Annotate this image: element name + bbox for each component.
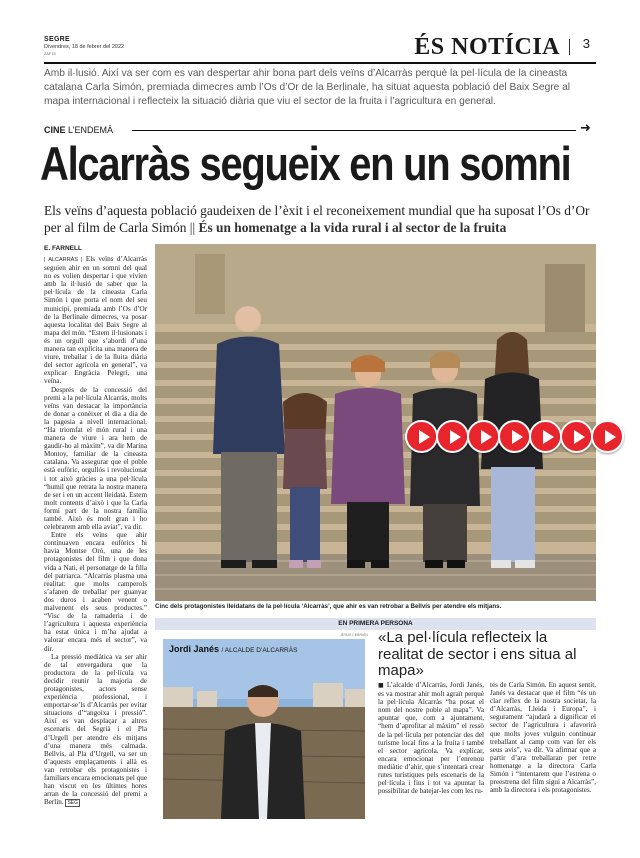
masthead-rule [44,62,596,64]
page-number: 3 [582,36,590,51]
mayor-photo-illustration [163,639,365,819]
play-button[interactable] [529,420,562,453]
persona-name [169,644,297,654]
kicker [44,125,113,135]
persona-role: / ALCALDE D’ALCARRÀS [221,647,298,654]
arrow-right-icon[interactable]: ➜ [580,121,591,136]
pull-quote: «La pel·lícula reflecteix la realitat de sector i ens situa al mapa» [378,629,577,679]
section-title: ÉS NOTÍCIA [414,34,560,60]
article-paragraph: La pressió mediàtica va ser ahir de tal envergadura que la productora de la pel·lícula va decidir reunir la majoria de protagonistes, actors sense experiència professional, i emportar-se’ls d’Alcarràs per evitar situacions d’“angoixa i pressió”. Així es van desplaçar a altres escenaris del Segrià i el Pla d’Urgell per atendre els mitjans d’una manera més calmada. Bellvís, al Pla d’Urgell, va ser un d’aquests emplaçaments i allà es van retrobar els protagonistes i familiars encara emocionats pel que han viscut en les últimes hores arran de la concessió del premi a Berlín. SEG [44,652,147,807]
dateline-location: | ALCARRÀS | [44,257,83,263]
byline: E. FARNELL [44,245,82,252]
play-button[interactable] [498,420,531,453]
first-person-band: EN PRIMERA PERSONA [155,618,596,630]
video-play-strip [405,420,640,453]
kicker-label: CINE [44,125,66,135]
subhead-text: Els veïns d’aquesta població gaudeixen de l’èxit i el reconeixement mundial que ha suposat l’Os d’Or per al film de Carla Simón [44,203,590,235]
play-button[interactable] [591,420,624,453]
headline: Alcarràs segueix en un somni [40,137,571,190]
masthead [44,36,596,62]
publication-name: SEGRE [44,36,71,43]
end-mark: SEG [67,800,78,807]
subhead-secondary: És un homenatge a la vida rural i al sector de la fruita [198,219,507,235]
mayor-photo [163,639,365,819]
publication-date: Divendres, 18 de febrer del 2022 [44,44,125,50]
persona-text-col1: ■ L’alcalde d’Alcarràs, Jordi Janés, es va mostrar ahir molt agraït perquè la pel·lícula Alcarràs “ha posat el nom del nostre poble al mapa”. Va apuntar que, com a ajuntament, “hem d’aprofitar al màxim” el ressò de la pel·lícula per potenciar des del turisme local fins a la fruita i també el sector agrícola. Va explicar, encara emocionat per l’enrenou mediàtic d’ahir, que s’intentarà crear rutes turístiques pels escenaris de la pel·lícula i fins i tot va apuntar la possibilitat de batejar-les com les ru- [378,681,485,796]
article-body [44,255,147,835]
publication-code: 2AF75 [44,51,56,56]
kicker-rule [132,130,576,131]
intro-text: Amb il·lusió. Així va ser com es van despertar ahir bona part dels veïns d’Alcarràs perquè la pel·lícula de la cineasta catalana Carla Simón, premiada dimecres amb l’Os d’Or de la Berlinale, ha situat aquesta població del Baix Segre al mapa internacional i reflecteix la situació diària que viu el sector de la fruita i l’agricultura en general. [44,68,571,107]
subhead-separator: || [189,219,196,235]
article-paragraph: Entre els veïns que ahir continuaven encara eufòrics hi havia Montse Oró, una de les protagonistes del film i que dona vida a Nati, el personatge de la filla del patriarca. “Alcarràs plasma una realitat: que molts camperols s’afanen de treballar per guanyar dos duros i acaben venent o malvenent els seus productes.” “Visc de la ramaderia i de l’agricultura i aquesta experiència ha estat única i m’ha ajudat a valorar encara més el sector”, va dir. [44,531,147,653]
persona-name-text: Jordi Janés [169,644,220,654]
play-button[interactable] [405,420,438,453]
article-paragraph: | ALCARRÀS | Els veïns d’Alcarràs seguien ahir en un somni del qual no es volien despertar i que vivien amb la il·lusió de saber que la pel·lícula de la cineasta Carla Simón i que porta el nom del seu municipi, premiada amb l’Os d’Or de la Berlinale dimecres, va posar aquesta localitat del Baix Segre al mapa del món. “Estem il·lusionats i és un orgull que s’abordi d’una manera tan explícita una manera de viure, treballar i de la lluita diària del sector agrícola en general”, va explicar Engràcia Pelegrí, una veïna. [44,255,147,386]
play-button[interactable] [467,420,500,453]
photo-caption: Cinc dels protagonistes lleidatans de la pel·lícula ‘Alcarràs’, que ahir es van retrobar a Bellvís per atendre els mitjans. [155,603,502,610]
persona-text-col2: tes de Carla Simón. En aquest sentit, Janés va destacar que el film “és un clar reflex de la nostra societat, la d’Alcarràs, Lleida i Europa”, i segurament “ajudarà a dignificar el sector de l’agricultura i afavorirà que molts joves vulguin continuar treballant al camp com van fer els seus avis”, va dir. Va afirmar que a partir d’ara treballaran per retre homenatge a la directora Carla Simón i “intentarem que l’estrena o preestrena del film sigui a Alcarràs”, amb la directora i els protagonistes. [490,681,596,795]
kicker-sub: L’ENDEMÀ [68,125,114,135]
article-paragraph: Després de la concessió del premi a la pel·lícula Alcarràs, molts veïns van destacar la importància de donar a conèixer el dia a dia de la pagesia a nivell internacional. “Ha triomfat el món rural i una manera de viure i ara hem de gaudir-ho al màxim”, va dir Marina Montoy, familiar de la cineasta catalana. Va assegurar que el poble està eufòric, orgullós i revolucionat i tot això gràcies a una pel·lícula “humil que retrata la nostra manera de ser i en un accent lleidatà. Estem molt contents d’això i que la Carla formi part de la nostra família també. Això és molt gran i ho celebrarem amb ella aviat”, va dir. [44,385,147,532]
play-button[interactable] [560,420,593,453]
page-number-divider [569,39,570,55]
play-button[interactable] [436,420,469,453]
square-bullet-icon: ■ [378,682,385,689]
subhead [44,203,596,236]
persona-photo-credit: JESUS CEBRIÁN [340,633,368,637]
